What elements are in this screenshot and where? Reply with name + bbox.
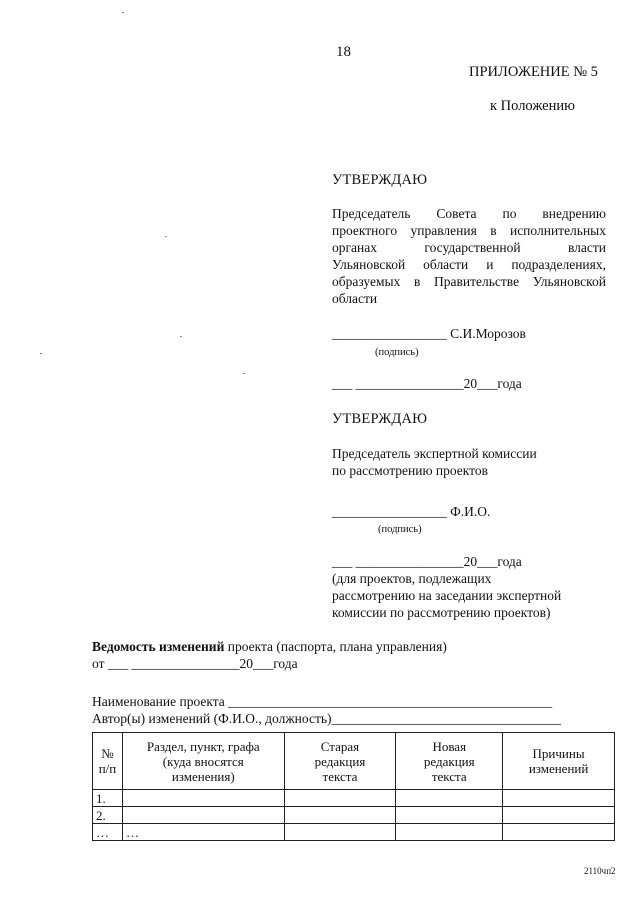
appendix-title: ПРИЛОЖЕНИЕ № 5 xyxy=(469,64,598,80)
statement-title-rest: проекта (паспорта, плана управления) xyxy=(224,639,447,654)
scan-speck xyxy=(180,336,182,337)
table-cell xyxy=(122,790,284,807)
table-cell xyxy=(284,824,396,841)
scan-speck xyxy=(165,236,167,237)
page-number: 18 xyxy=(336,44,351,60)
table-cell: 2. xyxy=(93,807,123,824)
approval-2-signature-line: _________________ Ф.И.О. xyxy=(332,504,491,519)
approval-1-heading: УТВЕРЖДАЮ xyxy=(332,172,428,188)
approval-2-signature-caption: (подпись) xyxy=(378,524,422,535)
project-name-line: Наименование проекта ________________________________________________ xyxy=(92,694,553,709)
approval-1-position-line: Председатель Совета по внедрению xyxy=(332,206,606,221)
table-cell: … xyxy=(93,824,123,841)
approval-1-position-line: проектного управления в исполнительных xyxy=(332,223,606,238)
approval-2-date-line: ___ ________________20___года xyxy=(332,554,522,569)
table-cell xyxy=(284,807,396,824)
table-row xyxy=(93,807,615,824)
table-cell xyxy=(503,807,615,824)
scan-speck xyxy=(122,12,124,13)
scan-speck xyxy=(40,353,42,354)
table-header-row xyxy=(93,733,615,790)
table-cell: 1. xyxy=(93,790,123,807)
table-cell xyxy=(503,790,615,807)
header-section: Раздел, пункт, графа (куда вносятся изменения) xyxy=(122,733,284,790)
approval-1-signature-line: _________________ С.И.Морозов xyxy=(332,326,526,341)
statement-title xyxy=(92,639,447,655)
statement-title-bold: Ведомость изменений xyxy=(92,639,225,654)
header-old-text: Старая редакция текста xyxy=(284,733,396,790)
authors-line: Автор(ы) изменений (Ф.И.О., должность)__________________________________ xyxy=(92,711,562,726)
table-cell xyxy=(396,790,503,807)
scan-speck xyxy=(243,373,245,374)
approval-2-position-line: Председатель экспертной комиссии xyxy=(332,446,537,461)
header-reasons: Причины изменений xyxy=(503,733,615,790)
approval-2-position-line: по рассмотрению проектов xyxy=(332,463,489,478)
approval-2-note-line: (для проектов, подлежащих xyxy=(332,571,492,586)
approval-1-position-line: Ульяновской области и подразделениях, xyxy=(332,257,606,272)
table-row xyxy=(93,790,615,807)
table-cell xyxy=(284,790,396,807)
table-cell xyxy=(122,807,284,824)
approval-1-position xyxy=(332,205,606,307)
table-cell xyxy=(396,824,503,841)
header-new-text: Новая редакция текста xyxy=(396,733,503,790)
table-row xyxy=(93,824,615,841)
approval-2-heading: УТВЕРЖДАЮ xyxy=(332,411,428,427)
approval-1-position-line: образуемых в Правительстве Ульяновской xyxy=(332,274,606,289)
table-cell xyxy=(396,807,503,824)
statement-date-line: от ___ ________________20___года xyxy=(92,656,298,671)
approval-1-signature-caption: (подпись) xyxy=(375,347,419,358)
table-cell xyxy=(503,824,615,841)
table-cell: … xyxy=(122,824,284,841)
approval-2-note-line: комиссии по рассмотрению проектов) xyxy=(332,605,551,620)
appendix-subtitle: к Положению xyxy=(490,98,575,114)
approval-2-position xyxy=(332,445,606,479)
header-number: № п/п xyxy=(93,733,123,790)
approval-1-date-line: ___ ________________20___года xyxy=(332,376,522,391)
changes-table xyxy=(92,732,615,841)
approval-1-position-line: области xyxy=(332,291,378,306)
footer-code: 2110чп2 xyxy=(584,866,616,876)
approval-1-position-line: органах государственной власти xyxy=(332,240,606,255)
approval-2-note-line: рассмотрению на заседании экспертной xyxy=(332,588,562,603)
approval-2-note xyxy=(332,570,606,621)
